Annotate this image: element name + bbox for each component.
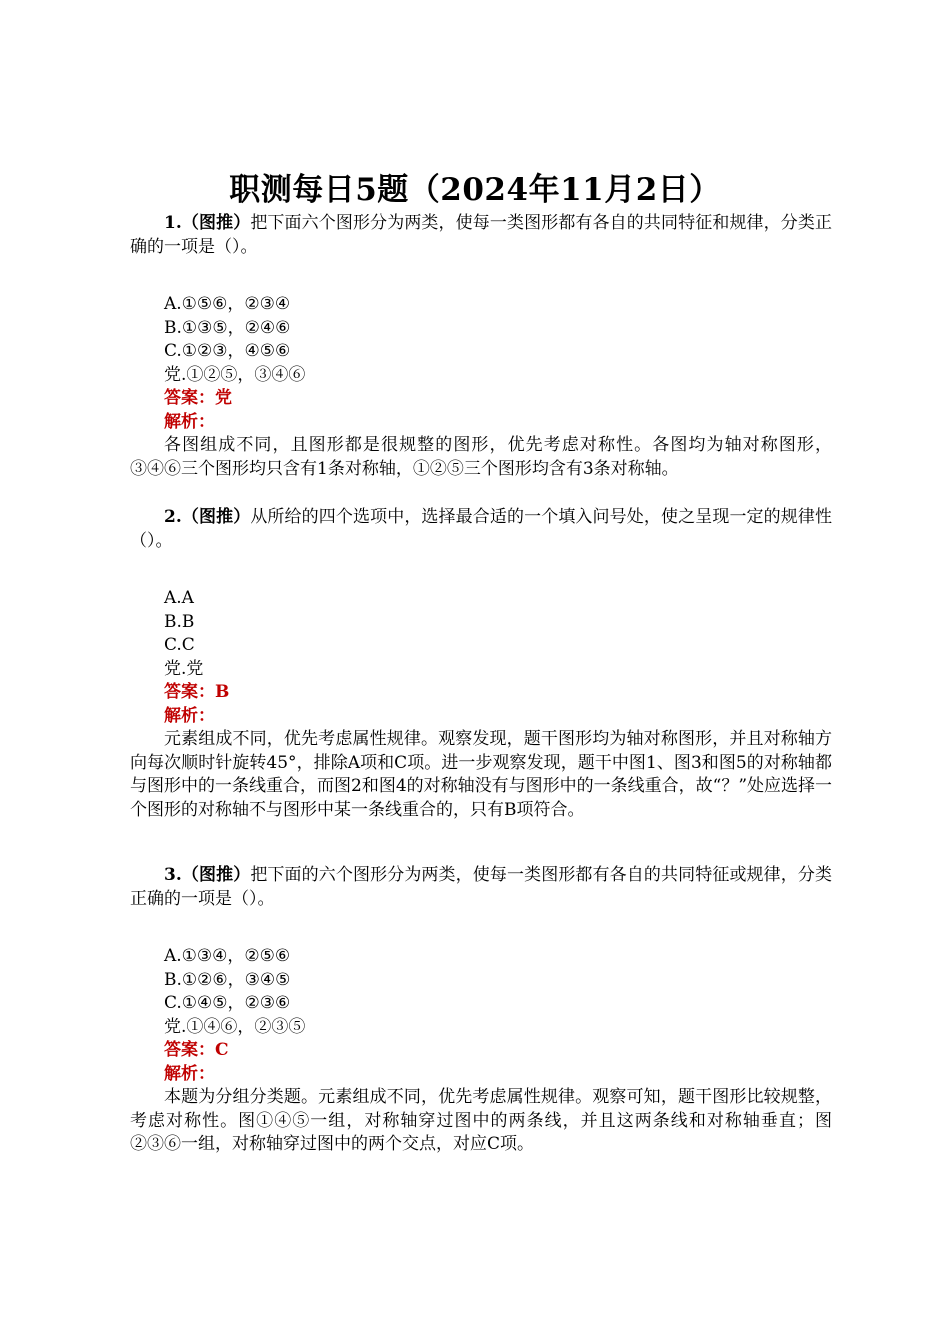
question-number: 2. bbox=[164, 507, 182, 527]
document-title: 职测每日5题（2024年11月2日） bbox=[229, 172, 721, 208]
options-list bbox=[130, 587, 832, 681]
analysis-text: 元素组成不同，优先考虑属性规律。观察发现，题干图形均为轴对称图形，并且对称轴方向每次顺时针旋转45°，排除A项和C项。进一步观察发现，题干中图1、图3和图5的对称轴都与图形中的一条线重合，而图2和图4的对称轴没有与图形中的一条线重合，故“？”处应选择一个图形的对称轴不与图形中某一条线重合的，只有B项符合。 bbox=[130, 729, 833, 820]
option-c: C.C bbox=[164, 635, 195, 655]
option-a: A.①③④，②⑤⑥ bbox=[164, 946, 291, 966]
option-a: A.A bbox=[164, 588, 194, 608]
question-tag: （图推） bbox=[181, 213, 251, 233]
option-c: C.①④⑤，②③⑥ bbox=[164, 993, 291, 1013]
question-number: 1. bbox=[164, 213, 182, 233]
option-d: 党.党 bbox=[164, 658, 204, 679]
answer: 答案：党 bbox=[164, 388, 232, 408]
question-3 bbox=[130, 864, 832, 1157]
analysis-label: 解析： bbox=[164, 1063, 215, 1084]
option-d: 党.①④⑥，②③⑤ bbox=[164, 1016, 306, 1037]
question-1 bbox=[130, 212, 832, 481]
question-number: 3. bbox=[164, 865, 182, 885]
question-stem bbox=[130, 506, 832, 553]
question-text: 把下面的六个图形分为两类，使每一类图形都有各自的共同特征或规律，分类正确的一项是（）。 bbox=[130, 865, 833, 909]
question-stem bbox=[130, 864, 832, 911]
options-list bbox=[130, 945, 832, 1039]
option-c: C.①②③，④⑤⑥ bbox=[164, 341, 291, 361]
option-d: 党.①②⑤，③④⑥ bbox=[164, 364, 306, 385]
option-b: B.①②⑥，③④⑤ bbox=[164, 969, 291, 990]
answer: 答案：B bbox=[164, 682, 230, 702]
analysis-text: 本题为分组分类题。元素组成不同，优先考虑属性规律。观察可知，题干图形比较规整，考虑对称性。图①④⑤一组，对称轴穿过图中的两条线，并且这两条线和对称轴垂直；图②③⑥一组，对称轴穿过图中的两个交点，对应C项。 bbox=[130, 1087, 832, 1154]
analysis-label: 解析： bbox=[164, 705, 215, 726]
option-b: B.B bbox=[164, 611, 195, 632]
question-tag: （图推） bbox=[181, 865, 251, 885]
question-2 bbox=[130, 506, 832, 822]
question-text: 把下面六个图形分为两类，使每一类图形都有各自的共同特征和规律，分类正确的一项是（）。 bbox=[130, 213, 833, 257]
question-tag: （图推） bbox=[181, 507, 251, 527]
analysis-label: 解析： bbox=[164, 411, 215, 432]
question-stem bbox=[130, 212, 832, 259]
answer: 答案：C bbox=[164, 1040, 229, 1060]
options-list bbox=[130, 293, 832, 387]
question-text: 从所给的四个选项中，选择最合适的一个填入问号处，使之呈现一定的规律性（）。 bbox=[130, 507, 833, 551]
option-b: B.①③⑤，②④⑥ bbox=[164, 317, 291, 338]
option-a: A.①⑤⑥，②③④ bbox=[164, 294, 291, 314]
analysis-text: 各图组成不同，且图形都是很规整的图形，优先考虑对称性。各图均为轴对称图形，③④⑥三个图形均只含有1条对称轴，①②⑤三个图形均含有3条对称轴。 bbox=[130, 435, 832, 479]
